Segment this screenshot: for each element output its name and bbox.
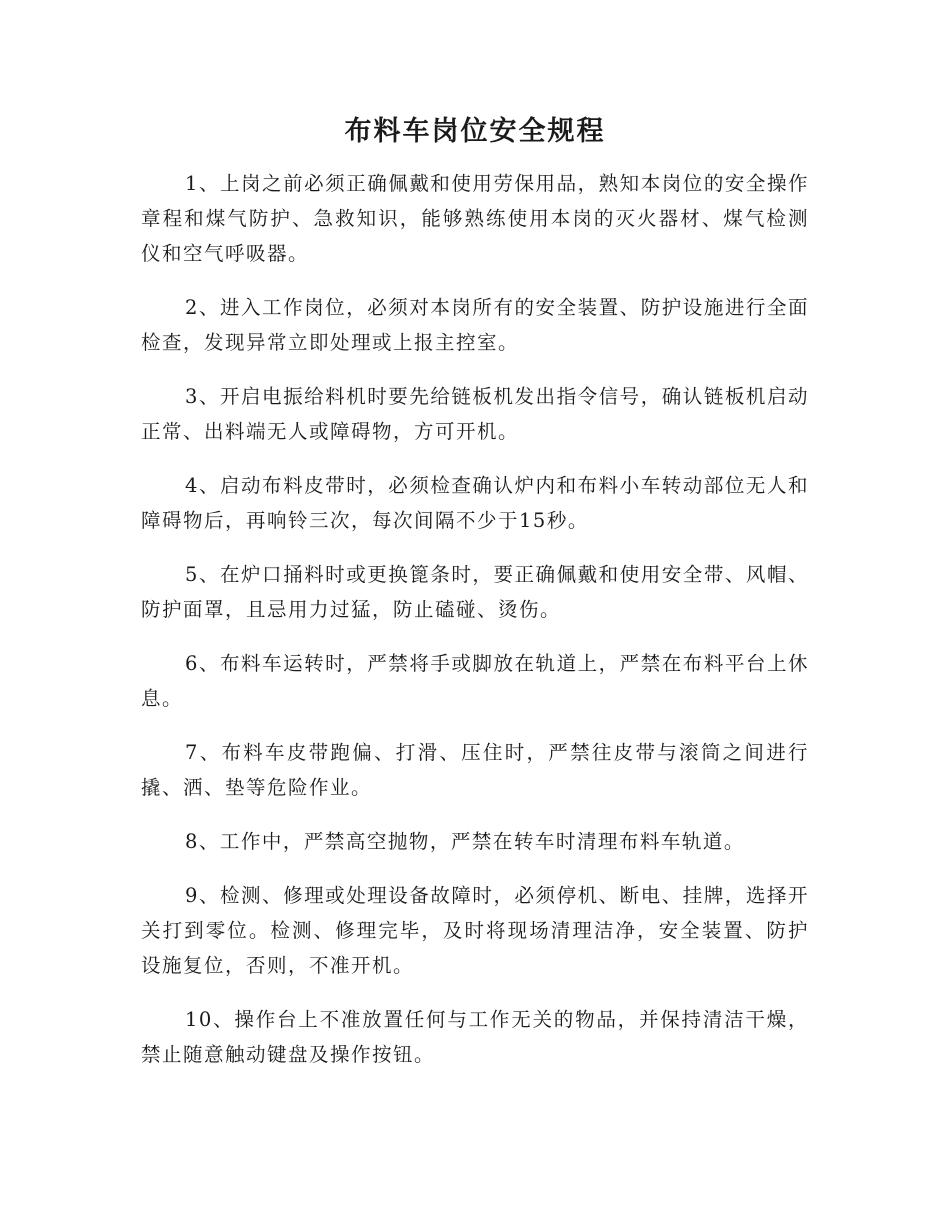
page-title: 布料车岗位安全规程 — [344, 116, 606, 147]
rule-paragraph-10: 10、操作台上不准放置任何与工作无关的物品，并保持清洁干燥，禁止随意触动键盘及操作按钮。 — [141, 1008, 809, 1066]
rule-paragraph-6: 6、布料车运转时，严禁将手或脚放在轨道上，严禁在布料平台上休息。 — [141, 652, 809, 710]
rule-paragraph-7: 7、布料车皮带跑偏、打滑、压住时，严禁往皮带与滚筒之间进行撬、洒、垫等危险作业。 — [141, 741, 809, 799]
rule-paragraph-5: 5、在炉口捅料时或更换篦条时，要正确佩戴和使用安全带、风帽、防护面罩，且忌用力过猛，防止磕碰、烫伤。 — [141, 563, 809, 621]
document-body — [141, 166, 809, 1091]
rule-paragraph-8: 8、工作中，严禁高空抛物，严禁在转车时清理布料车轨道。 — [185, 830, 745, 853]
rule-paragraph-2: 2、进入工作岗位，必须对本岗所有的安全装置、防护设施进行全面检查，发现异常立即处理或上报主控室。 — [141, 296, 809, 354]
rule-paragraph-4: 4、启动布料皮带时，必须检查确认炉内和布料小车转动部位无人和障碍物后，再响铃三次，每次间隔不少于15秒。 — [141, 474, 809, 532]
rule-paragraph-9: 9、检测、修理或处理设备故障时，必须停机、断电、挂牌，选择开关打到零位。检测、修理完毕，及时将现场清理洁净，安全装置、防护设施复位，否则，不准开机。 — [141, 884, 809, 977]
rule-paragraph-1: 1、上岗之前必须正确佩戴和使用劳保用品，熟知本岗位的安全操作章程和煤气防护、急救知识，能够熟练使用本岗的灭火器材、煤气检测仪和空气呼吸器。 — [141, 172, 809, 265]
rule-paragraph-3: 3、开启电振给料机时要先给链板机发出指令信号，确认链板机启动正常、出料端无人或障碍物，方可开机。 — [141, 385, 809, 443]
